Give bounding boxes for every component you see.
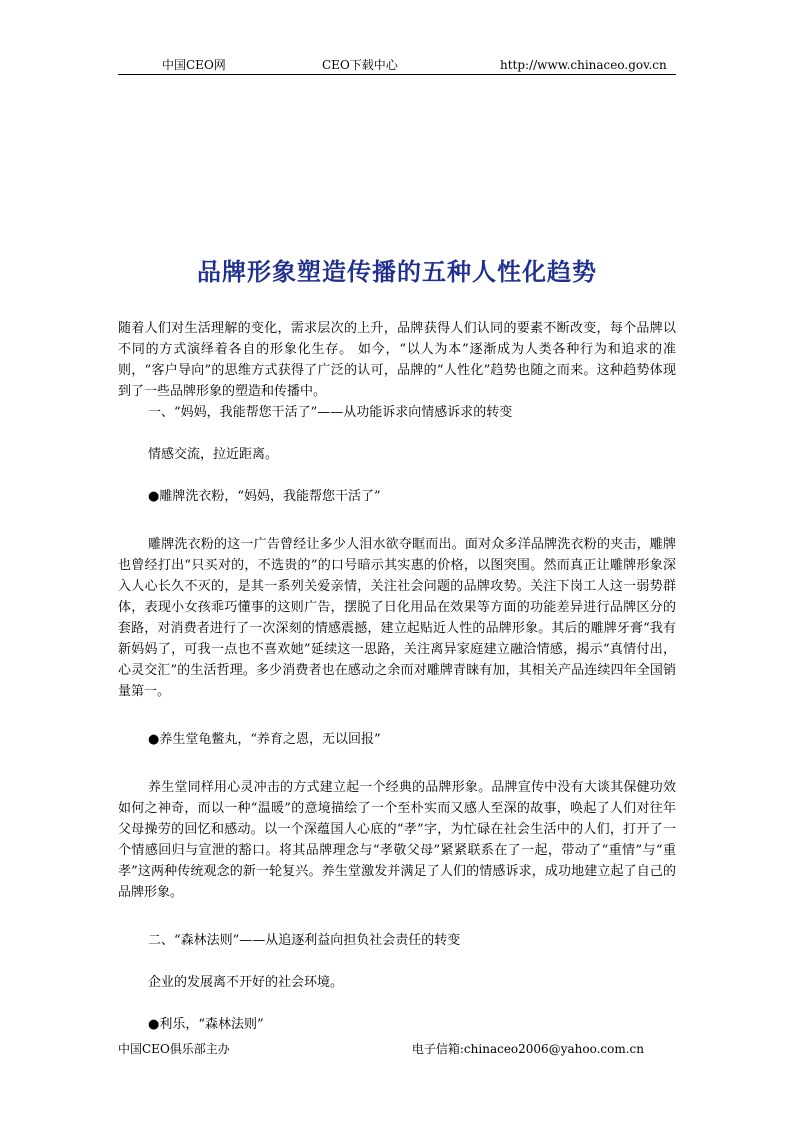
case-paragraph-yangshengtang: 养生堂同样用心灵冲击的方式建立起一个经典的品牌形象。品牌宣传中没有大谈其保健功效如何之神奇，而以一种“温暖”的意境描绘了一个至朴实而又感人至深的故事，唤起了人们对往年父母操劳的回忆和感动。以一个深蕴国人心底的“孝”字，为忙碌在社会生活中的人们，打开了一个情感回归与宣泄的豁口。将其品牌理念与“孝敬父母”紧紧联系在了一起，带动了“重情”与“重孝”这两种传统观念的新一轮复兴。养生堂激发并满足了人们的情感诉求，成功地建立起了自己的品牌形象。 [118, 780, 676, 900]
header-url: http://www.chinaceo.gov.cn [500, 58, 667, 72]
header-site-name: 中国CEO网 [162, 58, 226, 72]
intro-paragraph: 随着人们对生活理解的变化，需求层次的上升，品牌获得人们认同的要素不断改变，每个品牌以不同的方式演绎着各自的形象化生存。 如今，“以人为本”逐渐成为人类各种行为和追求的准则，“客户导向”的思维方式获得了广泛的认可，品牌的“人性化”趋势也随之而来。这种趋势体现到了一些品牌形象的塑造和传播中。 [118, 321, 676, 399]
section-heading-2: 二、“森林法则”——从追逐利益向担负社会责任的转变 [148, 933, 461, 948]
case-paragraph-diaopai: 雕牌洗衣粉的这一广告曾经让多少人泪水欲夺眶而出。面对众多洋品牌洗衣粉的夹击，雕牌也曾经打出“只买对的，不选贵的”的口号暗示其实惠的价格，以图突围。然而真正让雕牌形象深入人心长久不灭的，是其一系列关爱亲情，关注社会问题的品牌攻势。关注下岗工人这一弱势群体，表现小女孩乖巧懂事的这则广告，摆脱了日化用品在效果等方面的功能差异进行品牌区分的套路，对消费者进行了一次深刻的情感震撼，建立起贴近人性的品牌形象。其后的雕牌牙膏“我有新妈妈了，可我一点也不喜欢她”延续这一思路，关注离异家庭建立融洽情感，揭示“真情付出，心灵交汇”的生活哲理。多少消费者也在感动之余而对雕牌青睐有加，其相关产品连续四年全国销量第一。 [118, 537, 676, 699]
section-heading-1: 一、“妈妈，我能帮您干活了”——从功能诉求向情感诉求的转变 [148, 405, 513, 420]
header-download-center: CEO下载中心 [322, 58, 398, 72]
page-footer [118, 1042, 676, 1058]
section-lead-1: 情感交流，拉近距离。 [148, 447, 279, 462]
section-lead-2: 企业的发展离不开好的社会环境。 [148, 975, 344, 990]
page-header [118, 58, 676, 75]
case-heading-lile: ●利乐，“森林法则” [148, 1017, 264, 1032]
document-body [118, 318, 676, 1035]
document-title: 品牌形象塑造传播的五种人性化趋势 [197, 257, 597, 286]
case-heading-yangshengtang: ●养生堂龟鳖丸，“养育之恩，无以回报” [148, 732, 381, 747]
footer-email: 电子信箱:chinaceo2006@yahoo.com.cn [411, 1042, 644, 1056]
case-heading-diaopai: ●雕牌洗衣粉，“妈妈，我能帮您干活了” [148, 489, 381, 504]
footer-organizer: 中国CEO俱乐部主办 [118, 1042, 230, 1056]
